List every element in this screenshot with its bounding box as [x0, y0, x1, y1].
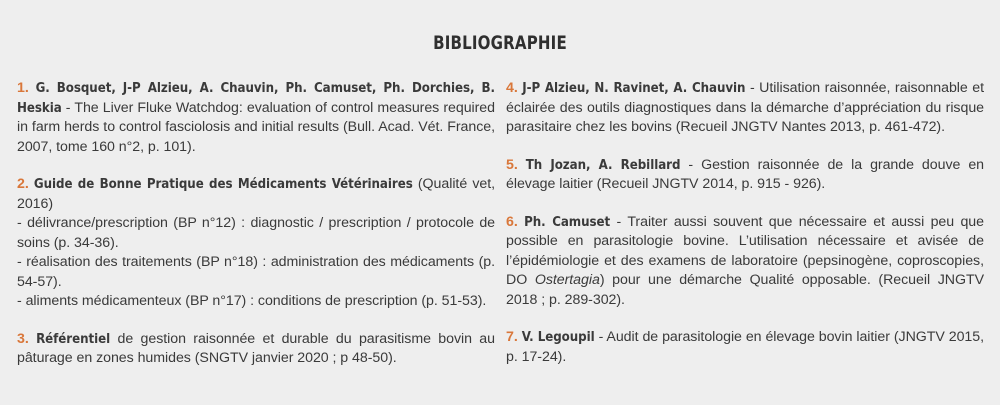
reference-authors: Référentiel: [36, 331, 111, 347]
reference-text: - Traiter aussi souvent que nécessaire et aussi peu que possible en parasitologie bovine. L’utilisation nécessaire et avisée de l’épidémiologie et des examens de laboratoire (pepsinogène, coproscopies, DO: [506, 213, 984, 288]
reference-authors: Ph. Camuset: [524, 214, 611, 230]
reference-number: 6.: [506, 213, 518, 230]
reference-authors: V. Legoupil: [521, 330, 595, 345]
reference-5: [506, 156, 984, 195]
reference-text: (Qualité vet, 2016): [17, 176, 495, 212]
reference-number: 5.: [506, 156, 518, 173]
reference-1: [17, 79, 495, 157]
reference-number: 1.: [17, 80, 29, 96]
reference-2: [17, 175, 495, 312]
reference-7: [506, 328, 984, 367]
reference-number: 3.: [17, 330, 29, 347]
reference-authors: J-P Alzieu, N. Ravinet, A. Chauvin: [522, 81, 746, 96]
reference-text: de gestion raisonnée et durable du parasitisme bovin au pâturage en zones humides (SNGTV janvier 2020 ; p 48-50).: [17, 330, 495, 366]
page-title: BIBLIOGRAPHIE: [433, 32, 567, 54]
reference-6: [506, 213, 984, 311]
reference-subitem: - délivrance/prescription (BP n°12) : diagnostic / prescription / protocole de soins (p. 34-36).: [17, 215, 495, 251]
reference-subitem: - aliments médicamenteux (BP n°17) : conditions de prescription (p. 51-53).: [17, 293, 487, 309]
reference-authors: Guide de Bonne Pratique des Médicaments Vétérinaires: [33, 177, 413, 192]
reference-text: - Audit de parasitologie en élevage bovin laitier (JNGTV 2015, p. 17-24).: [506, 329, 984, 365]
reference-text: - The Liver Fluke Watchdog: evaluation of control measures required in farm herds to control fasciolosis and initial results (Bull. Acad. Vét. France, 2007, tome 160 n°2, p. 101).: [17, 99, 495, 155]
right-column: [506, 79, 984, 385]
reference-number: 4.: [506, 80, 518, 96]
reference-text-end: ) pour une démarche Qualité opposable. (Recueil JNGTV 2018 ; p. 289-302).: [506, 272, 984, 308]
reference-subitem: - réalisation des traitements (BP n°18) : administration des médicaments (p. 54-57).: [17, 254, 495, 290]
left-column: [17, 79, 495, 387]
reference-number: 7.: [506, 329, 518, 345]
reference-authors: G. Bosquet, J-P Alzieu, A. Chauvin, Ph. Camuset, Ph. Dorchies, B. Heskia: [17, 81, 495, 116]
reference-3: [17, 330, 495, 369]
reference-text: - Gestion raisonnée de la grande douve en élevage laitier (Recueil JNGTV 2014, p. 915 - 926).: [506, 156, 984, 192]
reference-text: - Utilisation raisonnée, raisonnable et éclairée des outils diagnostiques dans la démarche d’appréciation du risque parasitaire chez les bovins (Recueil JNGTV Nantes 2013, p. 461-472).: [506, 80, 984, 135]
reference-italic-term: Ostertagia: [534, 272, 600, 288]
reference-authors: Th Jozan, A. Rebillard: [525, 157, 681, 173]
reference-4: [506, 79, 984, 138]
reference-number: 2.: [17, 176, 29, 192]
